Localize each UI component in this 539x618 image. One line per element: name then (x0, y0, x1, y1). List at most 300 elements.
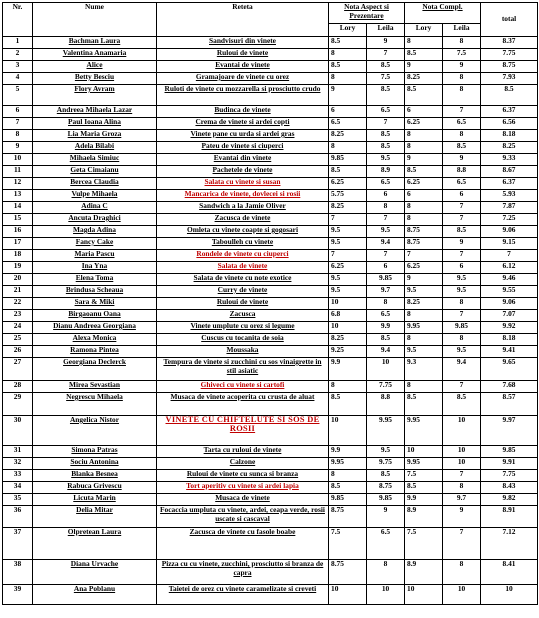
cell-compl-leila: 10 (443, 446, 481, 458)
cell-total: 9.97 (481, 416, 538, 446)
table-row (3, 178, 538, 190)
header-total: total (481, 3, 538, 37)
table-row (3, 528, 538, 560)
cell-compl-leila: 6 (443, 262, 481, 274)
cell-nume: Adina C (33, 202, 157, 214)
cell-compl-lory: 7.5 (405, 470, 443, 482)
cell-aspect-lory: 8 (329, 142, 367, 154)
cell-compl-leila: 9 (443, 238, 481, 250)
cell-nume: Vulpe Mihaela (33, 190, 157, 202)
cell-reteta: Tarta cu ruloui de vinete (157, 446, 329, 458)
cell-nr: 12 (3, 178, 33, 190)
cell-total: 9.55 (481, 286, 538, 298)
cell-total: 5.93 (481, 190, 538, 202)
cell-compl-lory: 9.9 (405, 494, 443, 506)
cell-compl-lory: 8.5 (405, 49, 443, 61)
cell-aspect-leila: 8.5 (367, 130, 405, 142)
cell-compl-leila: 9.5 (443, 346, 481, 358)
cell-nume: Diana Urvache (33, 560, 157, 585)
cell-total: 7 (481, 250, 538, 262)
cell-aspect-lory: 8 (329, 470, 367, 482)
cell-total: 8.91 (481, 506, 538, 528)
cell-reteta: Taietei de orez cu vinete caramelizate si creveti (157, 585, 329, 605)
cell-compl-lory: 8.25 (405, 73, 443, 85)
cell-aspect-leila: 8 (367, 202, 405, 214)
cell-aspect-lory: 5.75 (329, 190, 367, 202)
cell-nume: Negrescu Mihaela (33, 393, 157, 416)
cell-compl-lory: 8.5 (405, 482, 443, 494)
cell-aspect-leila: 7 (367, 250, 405, 262)
table-row (3, 298, 538, 310)
cell-aspect-leila: 9.9 (367, 322, 405, 334)
table-row (3, 250, 538, 262)
cell-aspect-leila: 9.75 (367, 458, 405, 470)
cell-nr: 14 (3, 202, 33, 214)
cell-reteta: Evantai din vinete (157, 154, 329, 166)
cell-compl-leila: 8 (443, 130, 481, 142)
cell-compl-leila: 6.5 (443, 118, 481, 130)
cell-reteta: Ruloui de vinete cu sunca si branza (157, 470, 329, 482)
cell-reteta: Crema de vinete si ardei copti (157, 118, 329, 130)
cell-compl-lory: 8.5 (405, 393, 443, 416)
cell-total: 8.25 (481, 142, 538, 154)
cell-nr: 33 (3, 470, 33, 482)
table-body (3, 37, 538, 605)
cell-nr: 16 (3, 226, 33, 238)
cell-aspect-leila: 8.8 (367, 393, 405, 416)
cell-total: 7.07 (481, 310, 538, 322)
table-row (3, 585, 538, 605)
cell-nr: 8 (3, 130, 33, 142)
cell-total: 6.37 (481, 178, 538, 190)
cell-aspect-leila: 8.5 (367, 142, 405, 154)
table-row (3, 494, 538, 506)
cell-compl-lory: 8.9 (405, 506, 443, 528)
cell-compl-leila: 8.5 (443, 226, 481, 238)
cell-compl-lory: 8.5 (405, 166, 443, 178)
cell-nr: 25 (3, 334, 33, 346)
cell-reteta: Zacusca de vinete (157, 214, 329, 226)
cell-aspect-lory: 9.5 (329, 274, 367, 286)
cell-nume: Andreea Mihaela Lazar (33, 106, 157, 118)
cell-reteta: Zacusca (157, 310, 329, 322)
cell-reteta: Calzone (157, 458, 329, 470)
cell-compl-lory: 9.95 (405, 322, 443, 334)
table-row (3, 334, 538, 346)
cell-nr: 6 (3, 106, 33, 118)
cell-compl-leila: 7 (443, 470, 481, 482)
cell-total: 9.33 (481, 154, 538, 166)
cell-reteta: Evantai de vinete (157, 61, 329, 73)
cell-compl-lory: 10 (405, 585, 443, 605)
cell-compl-lory: 8.75 (405, 226, 443, 238)
cell-aspect-leila: 6.5 (367, 310, 405, 322)
cell-compl-lory: 9 (405, 154, 443, 166)
table-row (3, 118, 538, 130)
cell-compl-leila: 9.4 (443, 358, 481, 381)
cell-total: 9.15 (481, 238, 538, 250)
cell-total: 9.91 (481, 458, 538, 470)
cell-nume: Maria Pascu (33, 250, 157, 262)
cell-total: 9.41 (481, 346, 538, 358)
table-row (3, 274, 538, 286)
cell-nr: 2 (3, 49, 33, 61)
cell-aspect-lory: 9.95 (329, 458, 367, 470)
cell-compl-leila: 10 (443, 458, 481, 470)
cell-compl-lory: 8 (405, 214, 443, 226)
cell-compl-lory: 8.9 (405, 560, 443, 585)
cell-aspect-lory: 9.85 (329, 494, 367, 506)
cell-nr: 9 (3, 142, 33, 154)
cell-nume: Ana Poblanu (33, 585, 157, 605)
cell-compl-lory: 8 (405, 37, 443, 49)
cell-aspect-lory: 8.25 (329, 334, 367, 346)
table-row (3, 322, 538, 334)
cell-compl-lory: 9.3 (405, 358, 443, 381)
cell-nume: Georgiana Declerck (33, 358, 157, 381)
cell-total: 8.57 (481, 393, 538, 416)
cell-nr: 38 (3, 560, 33, 585)
cell-reteta: VINETE CU CHIFTELUTE SI SOS DE ROSII (157, 416, 329, 446)
cell-aspect-lory: 9.9 (329, 446, 367, 458)
cell-aspect-lory: 8 (329, 73, 367, 85)
cell-total: 10 (481, 585, 538, 605)
cell-nr: 13 (3, 190, 33, 202)
cell-compl-leila: 6 (443, 190, 481, 202)
cell-nume: Birgaoanu Oana (33, 310, 157, 322)
cell-total: 8.18 (481, 130, 538, 142)
cell-nr: 22 (3, 298, 33, 310)
cell-nume: Alexa Monica (33, 334, 157, 346)
cell-nr: 29 (3, 393, 33, 416)
cell-compl-leila: 9.7 (443, 494, 481, 506)
cell-aspect-leila: 8 (367, 560, 405, 585)
cell-compl-lory: 8 (405, 202, 443, 214)
subheader-leila-aspect: Leila (367, 24, 405, 37)
cell-reteta: Zacusca de vinete cu fasole boabe (157, 528, 329, 560)
cell-nume: Simona Patras (33, 446, 157, 458)
cell-compl-leila: 9 (443, 506, 481, 528)
cell-nr: 28 (3, 381, 33, 393)
cell-compl-lory: 9.5 (405, 286, 443, 298)
cell-compl-leila: 8 (443, 334, 481, 346)
cell-compl-lory: 9 (405, 274, 443, 286)
cell-aspect-lory: 7.5 (329, 528, 367, 560)
cell-nume: Dianu Andreea Georgiana (33, 322, 157, 334)
cell-nr: 24 (3, 322, 33, 334)
cell-nume: Elena Toma (33, 274, 157, 286)
cell-aspect-lory: 9 (329, 85, 367, 106)
cell-compl-leila: 8 (443, 482, 481, 494)
cell-aspect-lory: 10 (329, 298, 367, 310)
cell-compl-leila: 8 (443, 37, 481, 49)
cell-nr: 3 (3, 61, 33, 73)
cell-compl-leila: 9 (443, 154, 481, 166)
cell-nume: Ramona Pintea (33, 346, 157, 358)
cell-aspect-lory: 9.25 (329, 346, 367, 358)
cell-reteta: Pateu de vinete si ciuperci (157, 142, 329, 154)
table-row (3, 286, 538, 298)
cell-compl-leila: 9.5 (443, 274, 481, 286)
cell-total: 9.06 (481, 298, 538, 310)
cell-total: 8.37 (481, 37, 538, 49)
cell-nume: Sara & Miki (33, 298, 157, 310)
cell-aspect-leila: 9.95 (367, 416, 405, 446)
cell-nume: Lia Maria Groza (33, 130, 157, 142)
cell-nr: 20 (3, 274, 33, 286)
cell-aspect-leila: 8.5 (367, 334, 405, 346)
table-row (3, 560, 538, 585)
cell-reteta: Ruloui de vinete (157, 49, 329, 61)
cell-aspect-leila: 8.5 (367, 470, 405, 482)
cell-aspect-leila: 9 (367, 506, 405, 528)
cell-nume: Magda Adina (33, 226, 157, 238)
cell-reteta: Sandwich a la Jamie Oliver (157, 202, 329, 214)
cell-reteta: Salata de vinete cu note exotice (157, 274, 329, 286)
cell-nume: Flory Avram (33, 85, 157, 106)
cell-compl-leila: 10 (443, 585, 481, 605)
table-row (3, 416, 538, 446)
table-row (3, 61, 538, 73)
cell-reteta: Salata cu vinete si susan (157, 178, 329, 190)
table-row (3, 73, 538, 85)
cell-reteta: Budinca de vinete (157, 106, 329, 118)
table-row (3, 85, 538, 106)
cell-total: 8.41 (481, 560, 538, 585)
cell-total: 7.75 (481, 49, 538, 61)
cell-compl-lory: 9.5 (405, 346, 443, 358)
cell-reteta: Vinete umplute cu orez si legume (157, 322, 329, 334)
cell-nume: Valentina Anamaria (33, 49, 157, 61)
cell-aspect-leila: 8.9 (367, 166, 405, 178)
cell-aspect-leila: 9.5 (367, 226, 405, 238)
cell-reteta: Ruloui de vinete (157, 298, 329, 310)
cell-total: 8.5 (481, 85, 538, 106)
table-row (3, 381, 538, 393)
table-row (3, 166, 538, 178)
cell-total: 7.68 (481, 381, 538, 393)
cell-nr: 32 (3, 458, 33, 470)
cell-aspect-lory: 6.25 (329, 178, 367, 190)
cell-aspect-lory: 9.5 (329, 238, 367, 250)
cell-aspect-lory: 9.5 (329, 286, 367, 298)
header-nota-aspect: Nota Aspect si Prezentare (329, 3, 405, 24)
header-nume: Nume (33, 3, 157, 37)
cell-total: 8.67 (481, 166, 538, 178)
cell-aspect-leila: 7 (367, 214, 405, 226)
cell-aspect-leila: 6 (367, 190, 405, 202)
cell-aspect-lory: 8 (329, 381, 367, 393)
cell-compl-lory: 8 (405, 334, 443, 346)
cell-aspect-lory: 8.75 (329, 506, 367, 528)
results-table (2, 2, 538, 605)
cell-compl-lory: 8.75 (405, 238, 443, 250)
table-row (3, 470, 538, 482)
cell-reteta: Sandvisuri din vinete (157, 37, 329, 49)
cell-aspect-leila: 9.85 (367, 494, 405, 506)
cell-nume: Bercea Claudia (33, 178, 157, 190)
cell-compl-lory: 6.25 (405, 262, 443, 274)
cell-nr: 15 (3, 214, 33, 226)
header-reteta: Reteta (157, 3, 329, 37)
cell-nume: Adela Bilabi (33, 142, 157, 154)
cell-reteta: Tempura de vinete si zucchini cu sos vinaigrette in stil asiatic (157, 358, 329, 381)
cell-total: 9.85 (481, 446, 538, 458)
cell-aspect-leila: 9.4 (367, 238, 405, 250)
cell-aspect-lory: 6.8 (329, 310, 367, 322)
cell-reteta: Tort aperitiv cu vinete si ardei lapia (157, 482, 329, 494)
cell-aspect-leila: 9.5 (367, 446, 405, 458)
cell-nume: Angelica Nistor (33, 416, 157, 446)
cell-reteta: Salata de vinete (157, 262, 329, 274)
cell-aspect-leila: 6.5 (367, 528, 405, 560)
cell-compl-leila: 7 (443, 381, 481, 393)
cell-aspect-lory: 8.5 (329, 166, 367, 178)
cell-aspect-lory: 6 (329, 106, 367, 118)
cell-total: 9.65 (481, 358, 538, 381)
cell-compl-lory: 8 (405, 310, 443, 322)
cell-compl-leila: 8 (443, 85, 481, 106)
cell-total: 6.37 (481, 106, 538, 118)
cell-total: 7.12 (481, 528, 538, 560)
cell-aspect-lory: 8.25 (329, 202, 367, 214)
table-row (3, 154, 538, 166)
header-nr: Nr. (3, 3, 33, 37)
cell-aspect-lory: 8 (329, 49, 367, 61)
cell-compl-leila: 7 (443, 528, 481, 560)
cell-compl-lory: 9.95 (405, 416, 443, 446)
cell-compl-lory: 6.25 (405, 178, 443, 190)
cell-compl-leila: 7.5 (443, 49, 481, 61)
cell-aspect-lory: 10 (329, 416, 367, 446)
cell-total: 7.87 (481, 202, 538, 214)
cell-compl-lory: 6 (405, 190, 443, 202)
table-row (3, 49, 538, 61)
table-row (3, 262, 538, 274)
cell-total: 7.93 (481, 73, 538, 85)
cell-aspect-leila: 6.5 (367, 106, 405, 118)
cell-aspect-lory: 8.5 (329, 393, 367, 416)
cell-nr: 30 (3, 416, 33, 446)
cell-nume: Paul Ioana Alina (33, 118, 157, 130)
cell-reteta: Ghiveci cu vinete si cartofi (157, 381, 329, 393)
cell-compl-lory: 8 (405, 381, 443, 393)
cell-compl-lory: 8.5 (405, 85, 443, 106)
table-row (3, 393, 538, 416)
cell-aspect-leila: 9.85 (367, 274, 405, 286)
cell-aspect-leila: 7.75 (367, 381, 405, 393)
cell-compl-lory: 6 (405, 106, 443, 118)
cell-reteta: Rondele de vinete cu ciuperci (157, 250, 329, 262)
cell-aspect-leila: 10 (367, 585, 405, 605)
cell-compl-leila: 10 (443, 416, 481, 446)
header-row (3, 3, 538, 24)
cell-reteta: Focaccia umpluta cu vinete, ardei, ceapa verde, rosii uscate si cascaval (157, 506, 329, 528)
cell-nume: Mirea Sevastian (33, 381, 157, 393)
cell-reteta: Ruloti de vinete cu mozzarella si prosciutto crudo (157, 85, 329, 106)
table-row (3, 482, 538, 494)
cell-compl-leila: 9.85 (443, 322, 481, 334)
cell-compl-leila: 7 (443, 214, 481, 226)
cell-aspect-lory: 10 (329, 322, 367, 334)
cell-total: 8.43 (481, 482, 538, 494)
cell-nume: Blanka Besnea (33, 470, 157, 482)
cell-compl-leila: 7 (443, 310, 481, 322)
cell-aspect-lory: 8.5 (329, 61, 367, 73)
cell-nr: 21 (3, 286, 33, 298)
cell-aspect-leila: 6 (367, 262, 405, 274)
cell-aspect-leila: 7 (367, 118, 405, 130)
cell-compl-leila: 8 (443, 560, 481, 585)
cell-reteta: Gramajoare de vinete cu orez (157, 73, 329, 85)
cell-compl-leila: 8.5 (443, 393, 481, 416)
cell-reteta: Curry de vinete (157, 286, 329, 298)
cell-total: 9.46 (481, 274, 538, 286)
cell-compl-leila: 8 (443, 73, 481, 85)
cell-compl-lory: 8.25 (405, 298, 443, 310)
subheader-leila-compl: Leila (443, 24, 481, 37)
cell-nr: 37 (3, 528, 33, 560)
cell-aspect-leila: 8.5 (367, 61, 405, 73)
cell-compl-lory: 7.5 (405, 528, 443, 560)
cell-total: 7.25 (481, 214, 538, 226)
cell-reteta: Musaca de vinete acoperita cu crusta de aluat (157, 393, 329, 416)
table-row (3, 358, 538, 381)
cell-nume: Brindusa Scheaua (33, 286, 157, 298)
cell-nume: Olpretean Laura (33, 528, 157, 560)
cell-compl-lory: 7 (405, 250, 443, 262)
cell-aspect-lory: 9.85 (329, 154, 367, 166)
cell-nr: 36 (3, 506, 33, 528)
cell-compl-lory: 8 (405, 142, 443, 154)
cell-nr: 10 (3, 154, 33, 166)
cell-reteta: Taboulleh cu vinete (157, 238, 329, 250)
cell-nume: Fancy Cake (33, 238, 157, 250)
cell-nr: 26 (3, 346, 33, 358)
cell-compl-leila: 8.8 (443, 166, 481, 178)
cell-compl-lory: 9.95 (405, 458, 443, 470)
cell-reteta: Vinete pane cu urda si ardei gras (157, 130, 329, 142)
cell-nr: 18 (3, 250, 33, 262)
cell-aspect-leila: 10 (367, 358, 405, 381)
cell-compl-lory: 6.25 (405, 118, 443, 130)
cell-nume: Ancuta Draghici (33, 214, 157, 226)
cell-total: 9.06 (481, 226, 538, 238)
subheader-lory-compl: Lory (405, 24, 443, 37)
cell-nume: Sociu Antonina (33, 458, 157, 470)
cell-nr: 39 (3, 585, 33, 605)
cell-reteta: Cuscus cu tocanita de soia (157, 334, 329, 346)
cell-aspect-leila: 8.75 (367, 482, 405, 494)
cell-aspect-lory: 7 (329, 214, 367, 226)
cell-nr: 7 (3, 118, 33, 130)
cell-reteta: Omleta cu vinete coapte si gogosari (157, 226, 329, 238)
table-row (3, 37, 538, 49)
table-row (3, 190, 538, 202)
cell-compl-lory: 8 (405, 130, 443, 142)
cell-aspect-leila: 8.5 (367, 85, 405, 106)
cell-nr: 1 (3, 37, 33, 49)
cell-aspect-lory: 7 (329, 250, 367, 262)
cell-aspect-lory: 8.5 (329, 37, 367, 49)
cell-total: 9.82 (481, 494, 538, 506)
table-row (3, 506, 538, 528)
table-row (3, 202, 538, 214)
cell-aspect-lory: 6.25 (329, 262, 367, 274)
table-row (3, 130, 538, 142)
cell-nume: Betty Besciu (33, 73, 157, 85)
cell-compl-leila: 9 (443, 61, 481, 73)
